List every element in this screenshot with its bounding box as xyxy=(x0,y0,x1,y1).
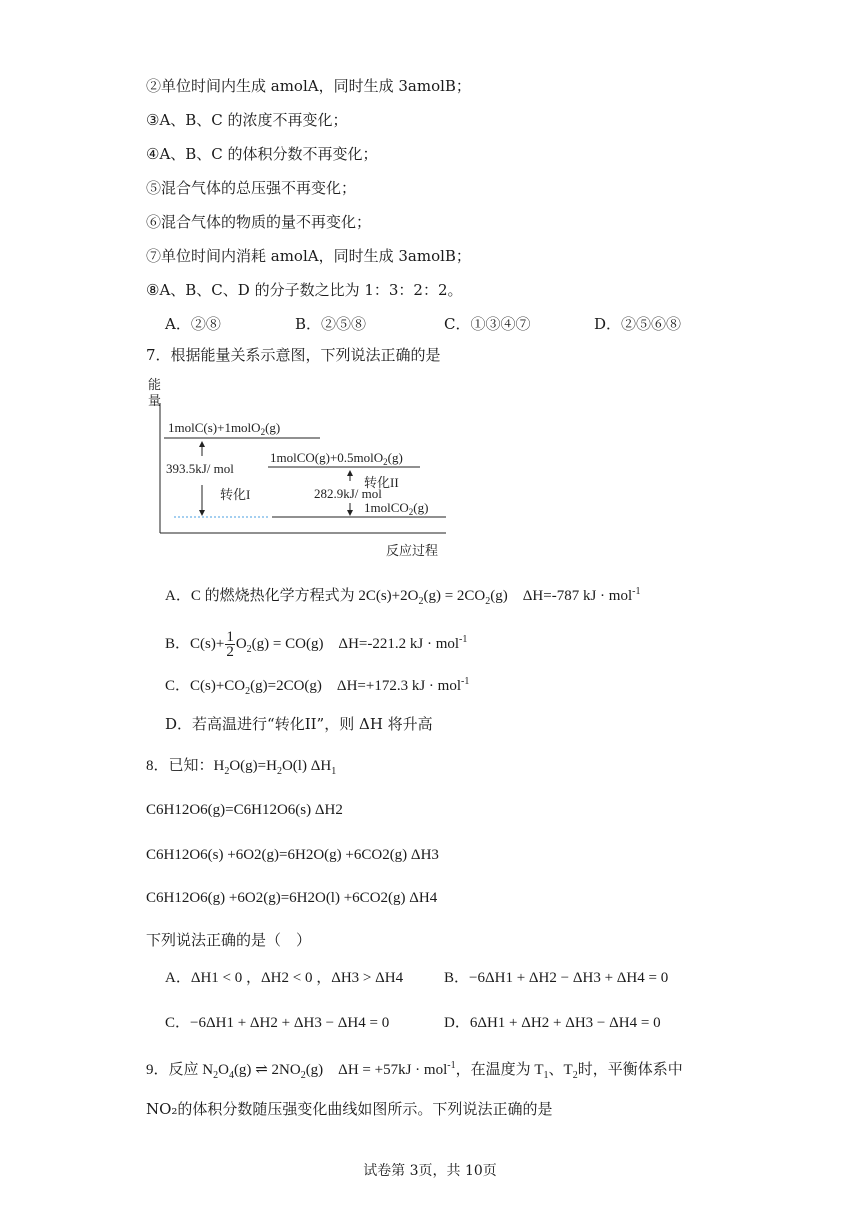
q9-line2: NO₂的体积分数随压强变化曲线如图所示。下列说法正确的是 xyxy=(146,1100,553,1118)
q6-item-7: ⑦单位时间内消耗 amolA，同时生成 3amolB； xyxy=(146,247,471,265)
conv-label-1: 转化I xyxy=(220,487,251,502)
q8-option-d: D．6ΔH1 + ΔH2 + ΔH3 − ΔH4 = 0 xyxy=(444,1015,661,1031)
q7-option-d: D．若高温进行“转化II”，则 ΔH 将升高 xyxy=(165,715,433,733)
y-axis-label-1: 能 xyxy=(148,377,162,392)
q6-item-2: ②单位时间内生成 amolA，同时生成 3amolB； xyxy=(146,77,471,95)
q9-line1: 9．反应 $N_2O_4(g)$ ⇌ $2NO_2(g)$ ΔH = +57kJ · mol$^{-1}$，在温度为 $T_1$、$T_2$时，平衡体系中 xyxy=(146,1060,683,1081)
level-top-label: 1molC(s)+1molO$_2$(g) xyxy=(168,420,281,437)
y-axis-label-2: 量 xyxy=(148,393,162,408)
q8-option-a: A．ΔH1 < 0 ，ΔH2 < 0 ，ΔH3 > ΔH4 xyxy=(165,970,404,986)
q6-item-5: ⑤混合气体的总压强不再变化； xyxy=(146,179,357,197)
conv-label-2: 转化II xyxy=(364,475,399,490)
energy-label-1: 393.5kJ/ mol xyxy=(166,461,234,476)
q8-option-c: C．−6ΔH1 + ΔH2 + ΔH3 − ΔH4 = 0 xyxy=(165,1015,390,1031)
q6-item-4: ④A、B、C 的体积分数不再变化； xyxy=(146,145,378,163)
q8-stem: 8．已知：$H_2O(g)=H_2O(l)$ $\Delta H_1$ xyxy=(146,758,337,777)
q8-eq2: C6H12O6(g)=C6H12O6(s) ΔH2 xyxy=(146,802,343,818)
q8-eq4: C6H12O6(g) +6O2(g)=6H2O(l) +6CO2(g) ΔH4 xyxy=(146,890,438,906)
q6-item-3: ③A、B、C 的浓度不再变化； xyxy=(146,111,348,129)
level-bottom-label: 1molCO$_2$(g) xyxy=(364,500,429,517)
q6-item-6: ⑥混合气体的物质的量不再变化； xyxy=(146,213,372,231)
q7-option-b: B．C(s)+ $\frac{1}{2}$ $O_2(g) = CO(g)$ ΔH=-221.2 kJ · mol$^{-1}$ xyxy=(165,629,468,660)
arrow-1-head-up xyxy=(199,441,205,447)
x-axis-label: 反应过程 xyxy=(386,543,439,558)
arrow-1-head-down xyxy=(199,510,205,516)
energy-diagram xyxy=(146,375,456,565)
q6-option-d: D．②⑤⑥⑧ xyxy=(594,315,682,333)
q6-option-b: B．②⑤⑧ xyxy=(295,315,367,333)
q6-option-c: C．①③④⑦ xyxy=(444,315,531,333)
equilibrium-arrow-icon: ⇌ xyxy=(255,1062,268,1078)
q8-question: 下列说法正确的是（ ） xyxy=(146,931,312,949)
level-mid-label: 1molCO(g)+0.5molO$_2$(g) xyxy=(270,450,403,467)
arrow-2-head-up xyxy=(347,470,353,476)
q8-eq3: C6H12O6(s) +6O2(g)=6H2O(g) +6CO2(g) ΔH3 xyxy=(146,847,439,863)
q7-option-a: A．C 的燃烧热化学方程式为 $2C(s)+2O_2(g) = 2CO_2(g)$ ΔH=-787 kJ · mol$^{-1}$ xyxy=(165,586,641,607)
page-footer: 试卷第 3页，共 10页 xyxy=(363,1163,497,1179)
energy-label-2: 282.9kJ/ mol xyxy=(314,486,382,501)
fraction-half: $\frac{1}{2}$ xyxy=(226,629,234,660)
q6-item-8: ⑧A、B、C、D 的分子数之比为 1：3：2：2。 xyxy=(146,281,463,299)
q7-stem: 7．根据能量关系示意图，下列说法正确的是 xyxy=(146,346,441,364)
q8-option-b: B．−6ΔH1 + ΔH2 − ΔH3 + ΔH4 = 0 xyxy=(444,970,669,986)
q6-option-a: A．②⑧ xyxy=(165,315,221,333)
q7-option-c: C．$C(s)+CO_2(g)=2CO(g)$ ΔH=+172.3 kJ · mol$^{-1}$ xyxy=(165,676,470,697)
arrow-2-head-down xyxy=(347,510,353,516)
